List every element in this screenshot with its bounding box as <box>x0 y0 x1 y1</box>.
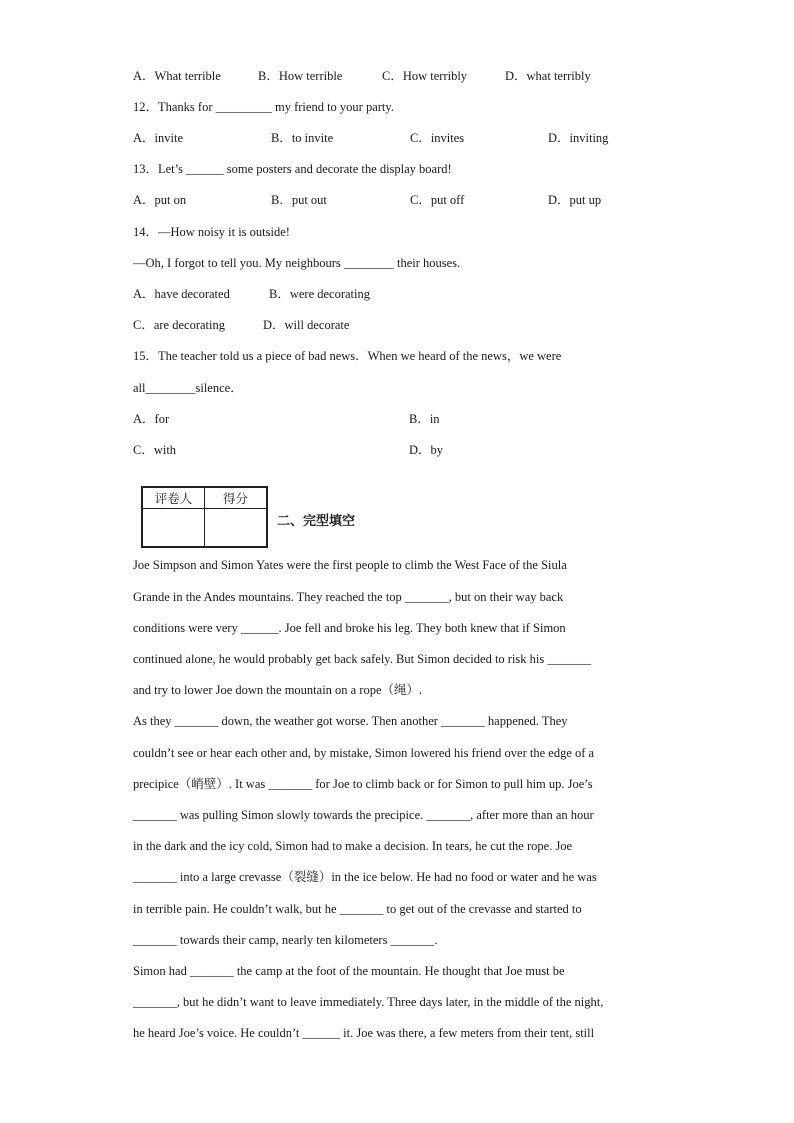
q14-stem-line-2: —Oh, I forgot to tell you. My neighbours ________ their houses. <box>133 256 461 270</box>
q12-option-c: C．invites <box>410 131 465 145</box>
q15-stem-line-2: all________silence． <box>133 381 243 395</box>
passage-line: As they _______ down, the weather got worse. Then another _______ happened. They <box>133 714 568 728</box>
q15-option-d: D．by <box>409 443 444 457</box>
q15-option-a: A．for <box>133 412 170 426</box>
passage-line: _______ was pulling Simon slowly towards the precipice. _______, after more than an hour <box>133 808 594 822</box>
score-cell <box>205 509 268 548</box>
q11-option-a: A．What terrible <box>133 69 221 83</box>
q11-option-c: C．How terribly <box>382 69 468 83</box>
passage-line: and try to lower Joe down the mountain on a rope（绳）. <box>133 683 423 697</box>
q14-option-d: D．will decorate <box>263 318 350 332</box>
q14-option-c: C．are decorating <box>133 318 225 332</box>
passage-line: Grande in the Andes mountains. They reached the top _______, but on their way back <box>133 590 564 604</box>
q13-stem: 13．Let’s ______ some posters and decorate the display board! <box>133 162 452 176</box>
q14-option-a: A．have decorated <box>133 287 230 301</box>
q13-option-c: C．put off <box>410 193 465 207</box>
q12-option-d: D．inviting <box>548 131 609 145</box>
passage-line: _______, but he didn’t want to leave immediately. Three days later, in the middle of the night, <box>133 995 604 1009</box>
passage-line: _______ towards their camp, nearly ten kilometers _______. <box>133 933 438 947</box>
passage-line: in the dark and the icy cold, Simon had to make a decision. In tears, he cut the rope. Joe <box>133 839 573 853</box>
passage-line: Simon had _______ the camp at the foot of the mountain. He thought that Joe must be <box>133 964 565 978</box>
passage-line: continued alone, he would probably get back safely. But Simon decided to risk his _______ <box>133 652 592 666</box>
passage-line: Joe Simpson and Simon Yates were the first people to climb the West Face of the Siula <box>133 558 567 572</box>
q12-option-a: A．invite <box>133 131 183 145</box>
q11-option-b: B．How terrible <box>258 69 343 83</box>
passage-line: couldn’t see or hear each other and, by mistake, Simon lowered his friend over the edge of a <box>133 746 595 760</box>
section-title: 二、完型填空 <box>277 514 356 529</box>
score-header: 得分 <box>205 487 268 509</box>
q11-option-d: D．what terribly <box>505 69 591 83</box>
grader-header: 评卷人 <box>142 487 205 509</box>
q13-option-a: A．put on <box>133 193 187 207</box>
passage-line: he heard Joe’s voice. He couldn’t ______ it. Joe was there, a few meters from their tent, still <box>133 1026 595 1040</box>
passage-line: _______ into a large crevasse（裂缝）in the ice below. He had no food or water and he was <box>133 870 597 884</box>
q15-option-b: B．in <box>409 412 440 426</box>
passage-line: precipice（峭壁）. It was _______ for Joe to climb back or for Simon to pull him up. Joe’s <box>133 777 593 791</box>
q14-option-b: B．were decorating <box>269 287 371 301</box>
q12-stem: 12．Thanks for _________ my friend to your party. <box>133 100 394 114</box>
q12-option-b: B．to invite <box>271 131 334 145</box>
passage-line: in terrible pain. He couldn’t walk, but he _______ to get out of the crevasse and started to <box>133 902 582 916</box>
score-table <box>141 486 268 548</box>
q13-option-b: B．put out <box>271 193 327 207</box>
grader-cell <box>142 509 205 548</box>
q15-option-c: C．with <box>133 443 177 457</box>
q13-option-d: D．put up <box>548 193 602 207</box>
passage-line: conditions were very ______. Joe fell and broke his leg. They both knew that if Simon <box>133 621 566 635</box>
q14-stem-line-1: 14．—How noisy it is outside! <box>133 225 290 239</box>
q15-stem-line-1: 15．The teacher told us a piece of bad news．When we heard of the news，we were <box>133 349 562 363</box>
